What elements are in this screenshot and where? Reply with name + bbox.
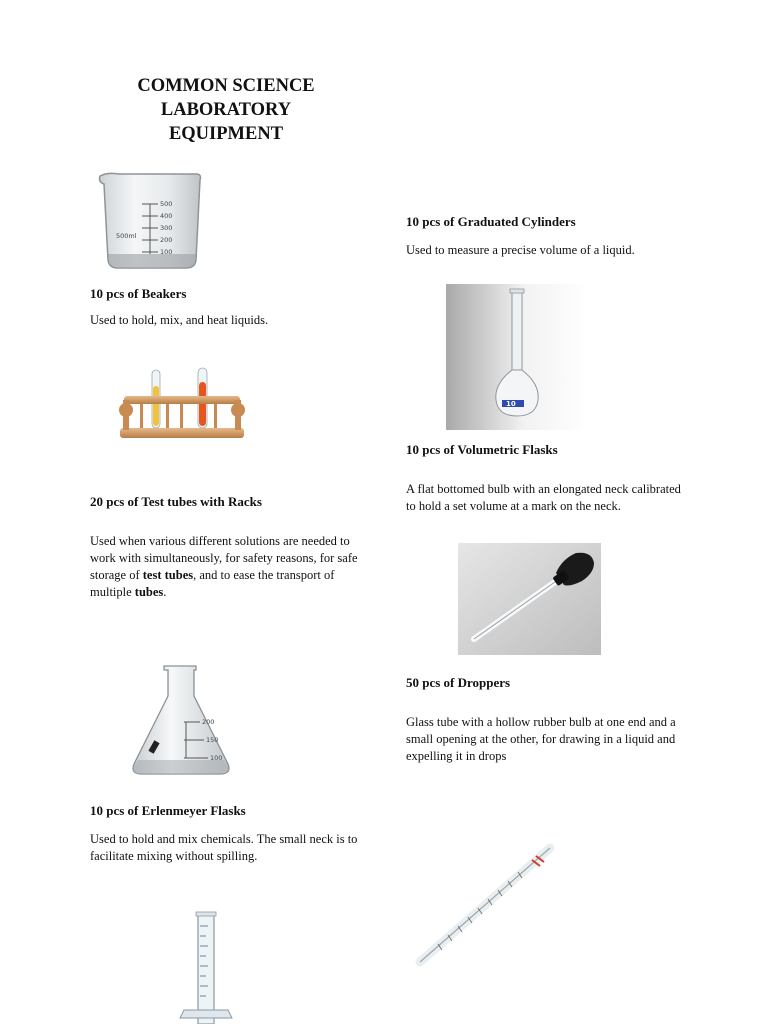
erlenmeyer-flasks-heading: 10 pcs of Erlenmeyer Flasks: [90, 803, 246, 818]
erlenmeyer-mark-150: 150: [206, 736, 219, 744]
graduated-cylinder-image: [136, 906, 276, 1024]
erlenmeyer-mark-200: 200: [202, 718, 215, 726]
volumetric-flask-label: 10: [506, 400, 516, 408]
test-tubes-description: [90, 533, 362, 601]
beaker-mark-200: 200: [160, 236, 173, 244]
erlenmeyer-flasks-description: Used to hold and mix chemicals. The small neck is to facilitate mixing without spilling.: [90, 832, 358, 863]
erlenmeyer-flask-image: [124, 658, 238, 784]
test-tubes-heading: 20 pcs of Test tubes with Racks: [90, 494, 262, 509]
beaker-mark-400: 400: [160, 212, 173, 220]
graduated-cylinders-heading: 10 pcs of Graduated Cylinders: [406, 214, 576, 229]
graduated-cylinders-description: Used to measure a precise volume of a liquid.: [406, 243, 635, 257]
beaker-mark-100: 100: [160, 248, 173, 256]
beaker-mark-500: 500: [160, 200, 173, 208]
beaker-capacity-label: 500ml: [116, 232, 137, 240]
dropper-image: [458, 543, 601, 655]
test-tubes-desc-emphasis-1: test tubes: [142, 568, 194, 582]
title-line-3: EQUIPMENT: [168, 124, 284, 144]
volumetric-flask-image: [446, 284, 588, 430]
test-tubes-desc-part-1: Used when various different solutions are needed to work with simultaneously, for safety reasons, for safe storage of: [90, 534, 358, 582]
pipette-image: [410, 836, 558, 970]
test-tubes-desc-part-3: .: [163, 585, 167, 599]
page-title: [110, 74, 342, 146]
beakers-heading: 10 pcs of Beakers: [90, 286, 187, 301]
title-line-1: COMMON SCIENCE: [137, 76, 315, 96]
beakers-description: Used to hold, mix, and heat liquids.: [90, 313, 269, 327]
test-tubes-desc-part-2: , and to ease the transport of multiple: [90, 568, 335, 599]
volumetric-flasks-description: A flat bottomed bulb with an elongated neck calibrated to hold a set volume at a mark on the neck.: [406, 482, 681, 513]
erlenmeyer-mark-100: 100: [210, 754, 223, 762]
beaker-mark-300: 300: [160, 224, 173, 232]
title-line-2: LABORATORY: [160, 100, 292, 120]
droppers-description: Glass tube with a hollow rubber bulb at one end and a small opening at the other, for drawing in a liquid and expelling it in drops: [406, 715, 676, 763]
droppers-heading: 50 pcs of Droppers: [406, 675, 511, 690]
test-tubes-desc-emphasis-2: tubes: [134, 585, 164, 599]
beaker-image: [78, 168, 218, 274]
volumetric-flasks-heading: 10 pcs of Volumetric Flasks: [406, 442, 558, 457]
test-tube-rack-image: [110, 352, 254, 448]
